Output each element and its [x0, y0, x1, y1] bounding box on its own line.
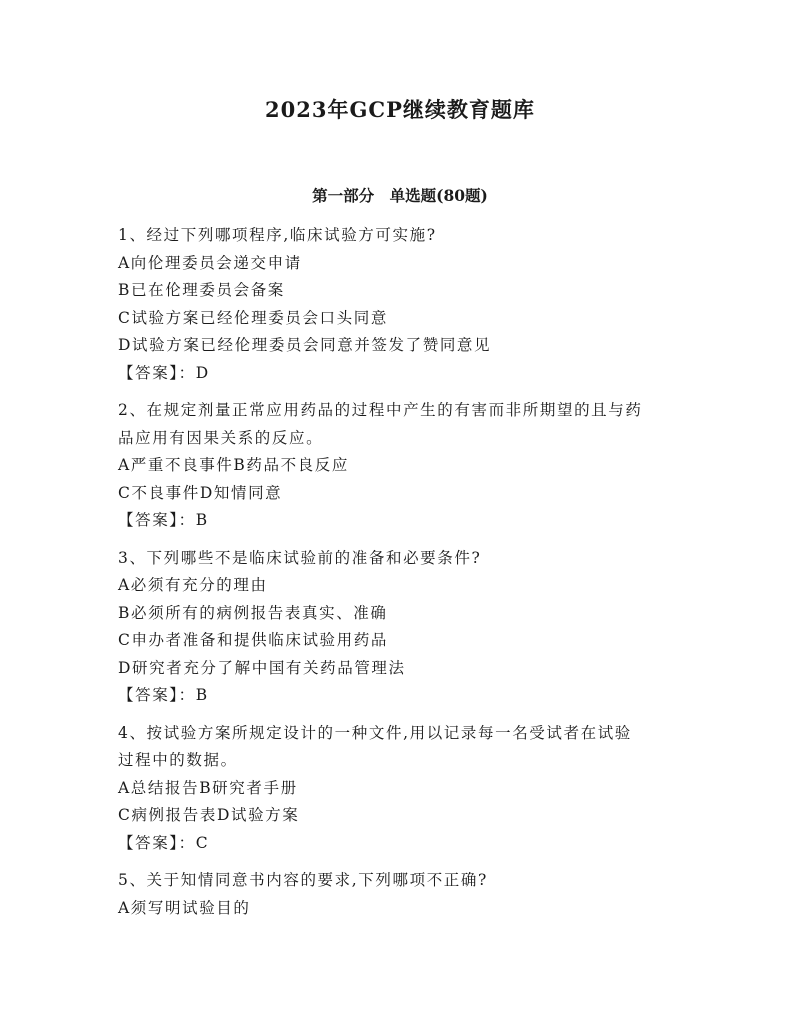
answer-label: 【答案】：C [118, 833, 210, 852]
question-item [118, 397, 688, 535]
option-line: A须写明试验目的 [118, 898, 251, 917]
question-stem: 3、下列哪些不是临床试验前的准备和必要条件? [118, 548, 482, 567]
question-item [118, 222, 688, 387]
answer-label: 【答案】：D [118, 363, 210, 382]
question-stem: 1、经过下列哪项程序,临床试验方可实施? [118, 226, 437, 244]
question-stem: 过程中的数据。 [118, 751, 238, 769]
option-line: B已在伦理委员会备案 [118, 281, 285, 299]
answer-label: 【答案】：B [118, 511, 209, 529]
section-title: 第一部分 单选题(80题) [312, 186, 488, 205]
question-item [118, 545, 688, 710]
option-line: C试验方案已经伦理委员会口头同意 [118, 308, 388, 327]
option-line: C病例报告表D试验方案 [118, 806, 300, 824]
question-stem: 2、在规定剂量正常应用药品的过程中产生的有害而非所期望的且与药 [118, 401, 643, 419]
option-line: C不良事件D知情同意 [118, 483, 283, 502]
question-stem: 品应用有因果关系的反应。 [118, 428, 324, 447]
option-line: D研究者充分了解中国有关药品管理法 [118, 658, 406, 677]
option-line: A严重不良事件B药品不良反应 [118, 456, 349, 474]
option-line: A向伦理委员会递交申请 [118, 253, 302, 272]
option-line: C申办者准备和提供临床试验用药品 [118, 631, 388, 649]
question-item [118, 867, 688, 922]
question-list [118, 222, 688, 932]
question-stem: 5、关于知情同意书内容的要求,下列哪项不正确? [118, 871, 488, 889]
option-line: A总结报告B研究者手册 [118, 778, 298, 797]
document-title: 2023年GCP继续教育题库 [265, 97, 535, 122]
question-item [118, 720, 688, 858]
option-line: A必须有充分的理由 [118, 576, 268, 594]
answer-label: 【答案】：B [118, 686, 209, 704]
question-stem: 4、按试验方案所规定设计的一种文件,用以记录每一名受试者在试验 [118, 723, 632, 742]
option-line: B必须所有的病例报告表真实、准确 [118, 603, 388, 622]
option-line: D试验方案已经伦理委员会同意并签发了赞同意见 [118, 336, 492, 354]
